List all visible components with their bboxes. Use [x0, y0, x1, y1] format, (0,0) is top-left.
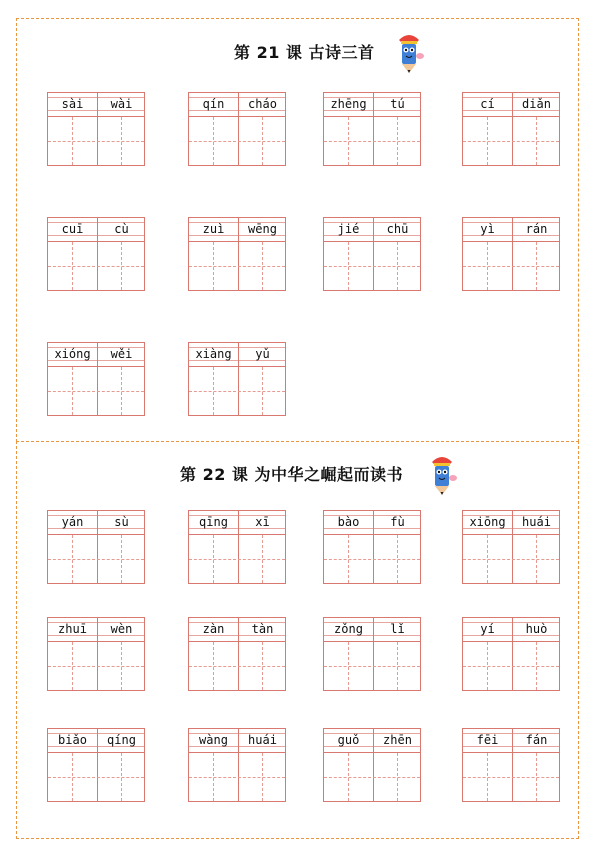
pinyin-syllable: zàn [202, 622, 225, 636]
word-practice-cell [188, 92, 286, 168]
pinyin-syllable: huái [522, 515, 551, 529]
pencil-mascot-icon [393, 30, 425, 74]
tianzi-writing-grid[interactable] [188, 753, 286, 802]
word-practice-cell [323, 617, 421, 693]
pinyin-syllable: fán [525, 733, 548, 747]
pencil-mascot-icon [426, 452, 458, 496]
pinyin-syllable: wēng [248, 222, 277, 236]
pinyin-syllable: bào [337, 515, 360, 529]
tianzi-writing-grid[interactable] [47, 367, 145, 416]
pinyin-syllable: tú [390, 97, 405, 111]
word-practice-cell [462, 728, 560, 804]
word-practice-cell [47, 342, 145, 418]
pinyin-box [47, 217, 145, 242]
word-practice-cell [47, 728, 145, 804]
tianzi-writing-grid[interactable] [323, 642, 421, 691]
pinyin-syllable: qín [202, 97, 225, 111]
pinyin-syllable: zuì [202, 222, 225, 236]
tianzi-writing-grid[interactable] [188, 367, 286, 416]
tianzi-writing-grid[interactable] [47, 642, 145, 691]
pinyin-syllable: huái [248, 733, 277, 747]
pinyin-syllable: sài [61, 97, 84, 111]
pinyin-syllable: wài [110, 97, 133, 111]
pinyin-box [47, 342, 145, 367]
tianzi-writing-grid[interactable] [47, 753, 145, 802]
pinyin-box [462, 217, 560, 242]
pinyin-syllable: qíng [107, 733, 136, 747]
pinyin-box [47, 510, 145, 535]
pinyin-box [188, 510, 286, 535]
word-practice-cell [188, 342, 286, 418]
tianzi-writing-grid[interactable] [462, 242, 560, 291]
pinyin-box [188, 342, 286, 367]
tianzi-writing-grid[interactable] [47, 117, 145, 166]
pinyin-box [462, 510, 560, 535]
pinyin-box [323, 217, 421, 242]
pinyin-box [47, 92, 145, 117]
pinyin-syllable: rán [525, 222, 548, 236]
pinyin-syllable: yán [61, 515, 84, 529]
pinyin-syllable: guǒ [337, 733, 360, 747]
pinyin-box [462, 617, 560, 642]
tianzi-writing-grid[interactable] [462, 535, 560, 584]
pinyin-syllable: yì [480, 222, 495, 236]
pinyin-syllable: wěi [110, 347, 133, 361]
pinyin-syllable: qīng [199, 515, 228, 529]
tianzi-writing-grid[interactable] [47, 242, 145, 291]
pinyin-syllable: lǐ [390, 622, 405, 636]
pinyin-syllable: zǒng [334, 622, 363, 636]
word-practice-cell [323, 728, 421, 804]
pinyin-syllable: diǎn [522, 97, 551, 111]
word-practice-cell [188, 217, 286, 293]
word-practice-cell [323, 217, 421, 293]
pinyin-syllable: yí [480, 622, 495, 636]
pinyin-box [188, 728, 286, 753]
pinyin-syllable: cháo [248, 97, 277, 111]
pinyin-syllable: cuī [61, 222, 84, 236]
pinyin-box [188, 617, 286, 642]
pinyin-syllable: chū [386, 222, 409, 236]
tianzi-writing-grid[interactable] [323, 242, 421, 291]
pinyin-syllable: fù [390, 515, 405, 529]
pinyin-syllable: wèn [110, 622, 133, 636]
pinyin-syllable: fēi [476, 733, 499, 747]
tianzi-writing-grid[interactable] [188, 642, 286, 691]
word-practice-cell [47, 617, 145, 693]
lesson22-title: 第 22 课 为中华之崛起而读书 [180, 465, 403, 484]
pinyin-syllable: xióng [54, 347, 91, 361]
pinyin-syllable: xī [255, 515, 270, 529]
tianzi-writing-grid[interactable] [462, 117, 560, 166]
word-practice-cell [188, 510, 286, 586]
pinyin-syllable: cù [114, 222, 129, 236]
tianzi-writing-grid[interactable] [323, 535, 421, 584]
pinyin-syllable: zhēng [330, 97, 367, 111]
word-practice-cell [47, 510, 145, 586]
pinyin-syllable: zhuī [58, 622, 87, 636]
pinyin-box [188, 92, 286, 117]
tianzi-writing-grid[interactable] [323, 117, 421, 166]
pinyin-syllable: tàn [251, 622, 274, 636]
pinyin-box [47, 617, 145, 642]
pinyin-box [462, 92, 560, 117]
pinyin-box [323, 92, 421, 117]
word-practice-cell [462, 617, 560, 693]
tianzi-writing-grid[interactable] [188, 242, 286, 291]
tianzi-writing-grid[interactable] [47, 535, 145, 584]
tianzi-writing-grid[interactable] [188, 535, 286, 584]
pinyin-box [462, 728, 560, 753]
tianzi-writing-grid[interactable] [462, 642, 560, 691]
word-practice-cell [323, 92, 421, 168]
word-practice-cell [47, 92, 145, 168]
pinyin-box [323, 617, 421, 642]
pinyin-syllable: huò [525, 622, 548, 636]
word-practice-cell [462, 217, 560, 293]
word-practice-cell [323, 510, 421, 586]
tianzi-writing-grid[interactable] [323, 753, 421, 802]
pinyin-syllable: sù [114, 515, 129, 529]
word-practice-cell [188, 617, 286, 693]
pinyin-box [323, 728, 421, 753]
pinyin-syllable: cí [480, 97, 495, 111]
pinyin-syllable: yǔ [255, 347, 270, 361]
pinyin-syllable: jié [337, 222, 360, 236]
pinyin-syllable: xiàng [195, 347, 232, 361]
pinyin-syllable: xiōng [469, 515, 506, 529]
pinyin-syllable: wàng [199, 733, 228, 747]
pinyin-box [188, 217, 286, 242]
pinyin-box [323, 510, 421, 535]
word-practice-cell [188, 728, 286, 804]
tianzi-writing-grid[interactable] [462, 753, 560, 802]
word-practice-cell [462, 510, 560, 586]
tianzi-writing-grid[interactable] [188, 117, 286, 166]
lesson21-title: 第 21 课 古诗三首 [234, 43, 375, 62]
word-practice-cell [462, 92, 560, 168]
pinyin-syllable: zhēn [383, 733, 412, 747]
pinyin-box [47, 728, 145, 753]
pinyin-syllable: biǎo [58, 733, 87, 747]
word-practice-cell [47, 217, 145, 293]
